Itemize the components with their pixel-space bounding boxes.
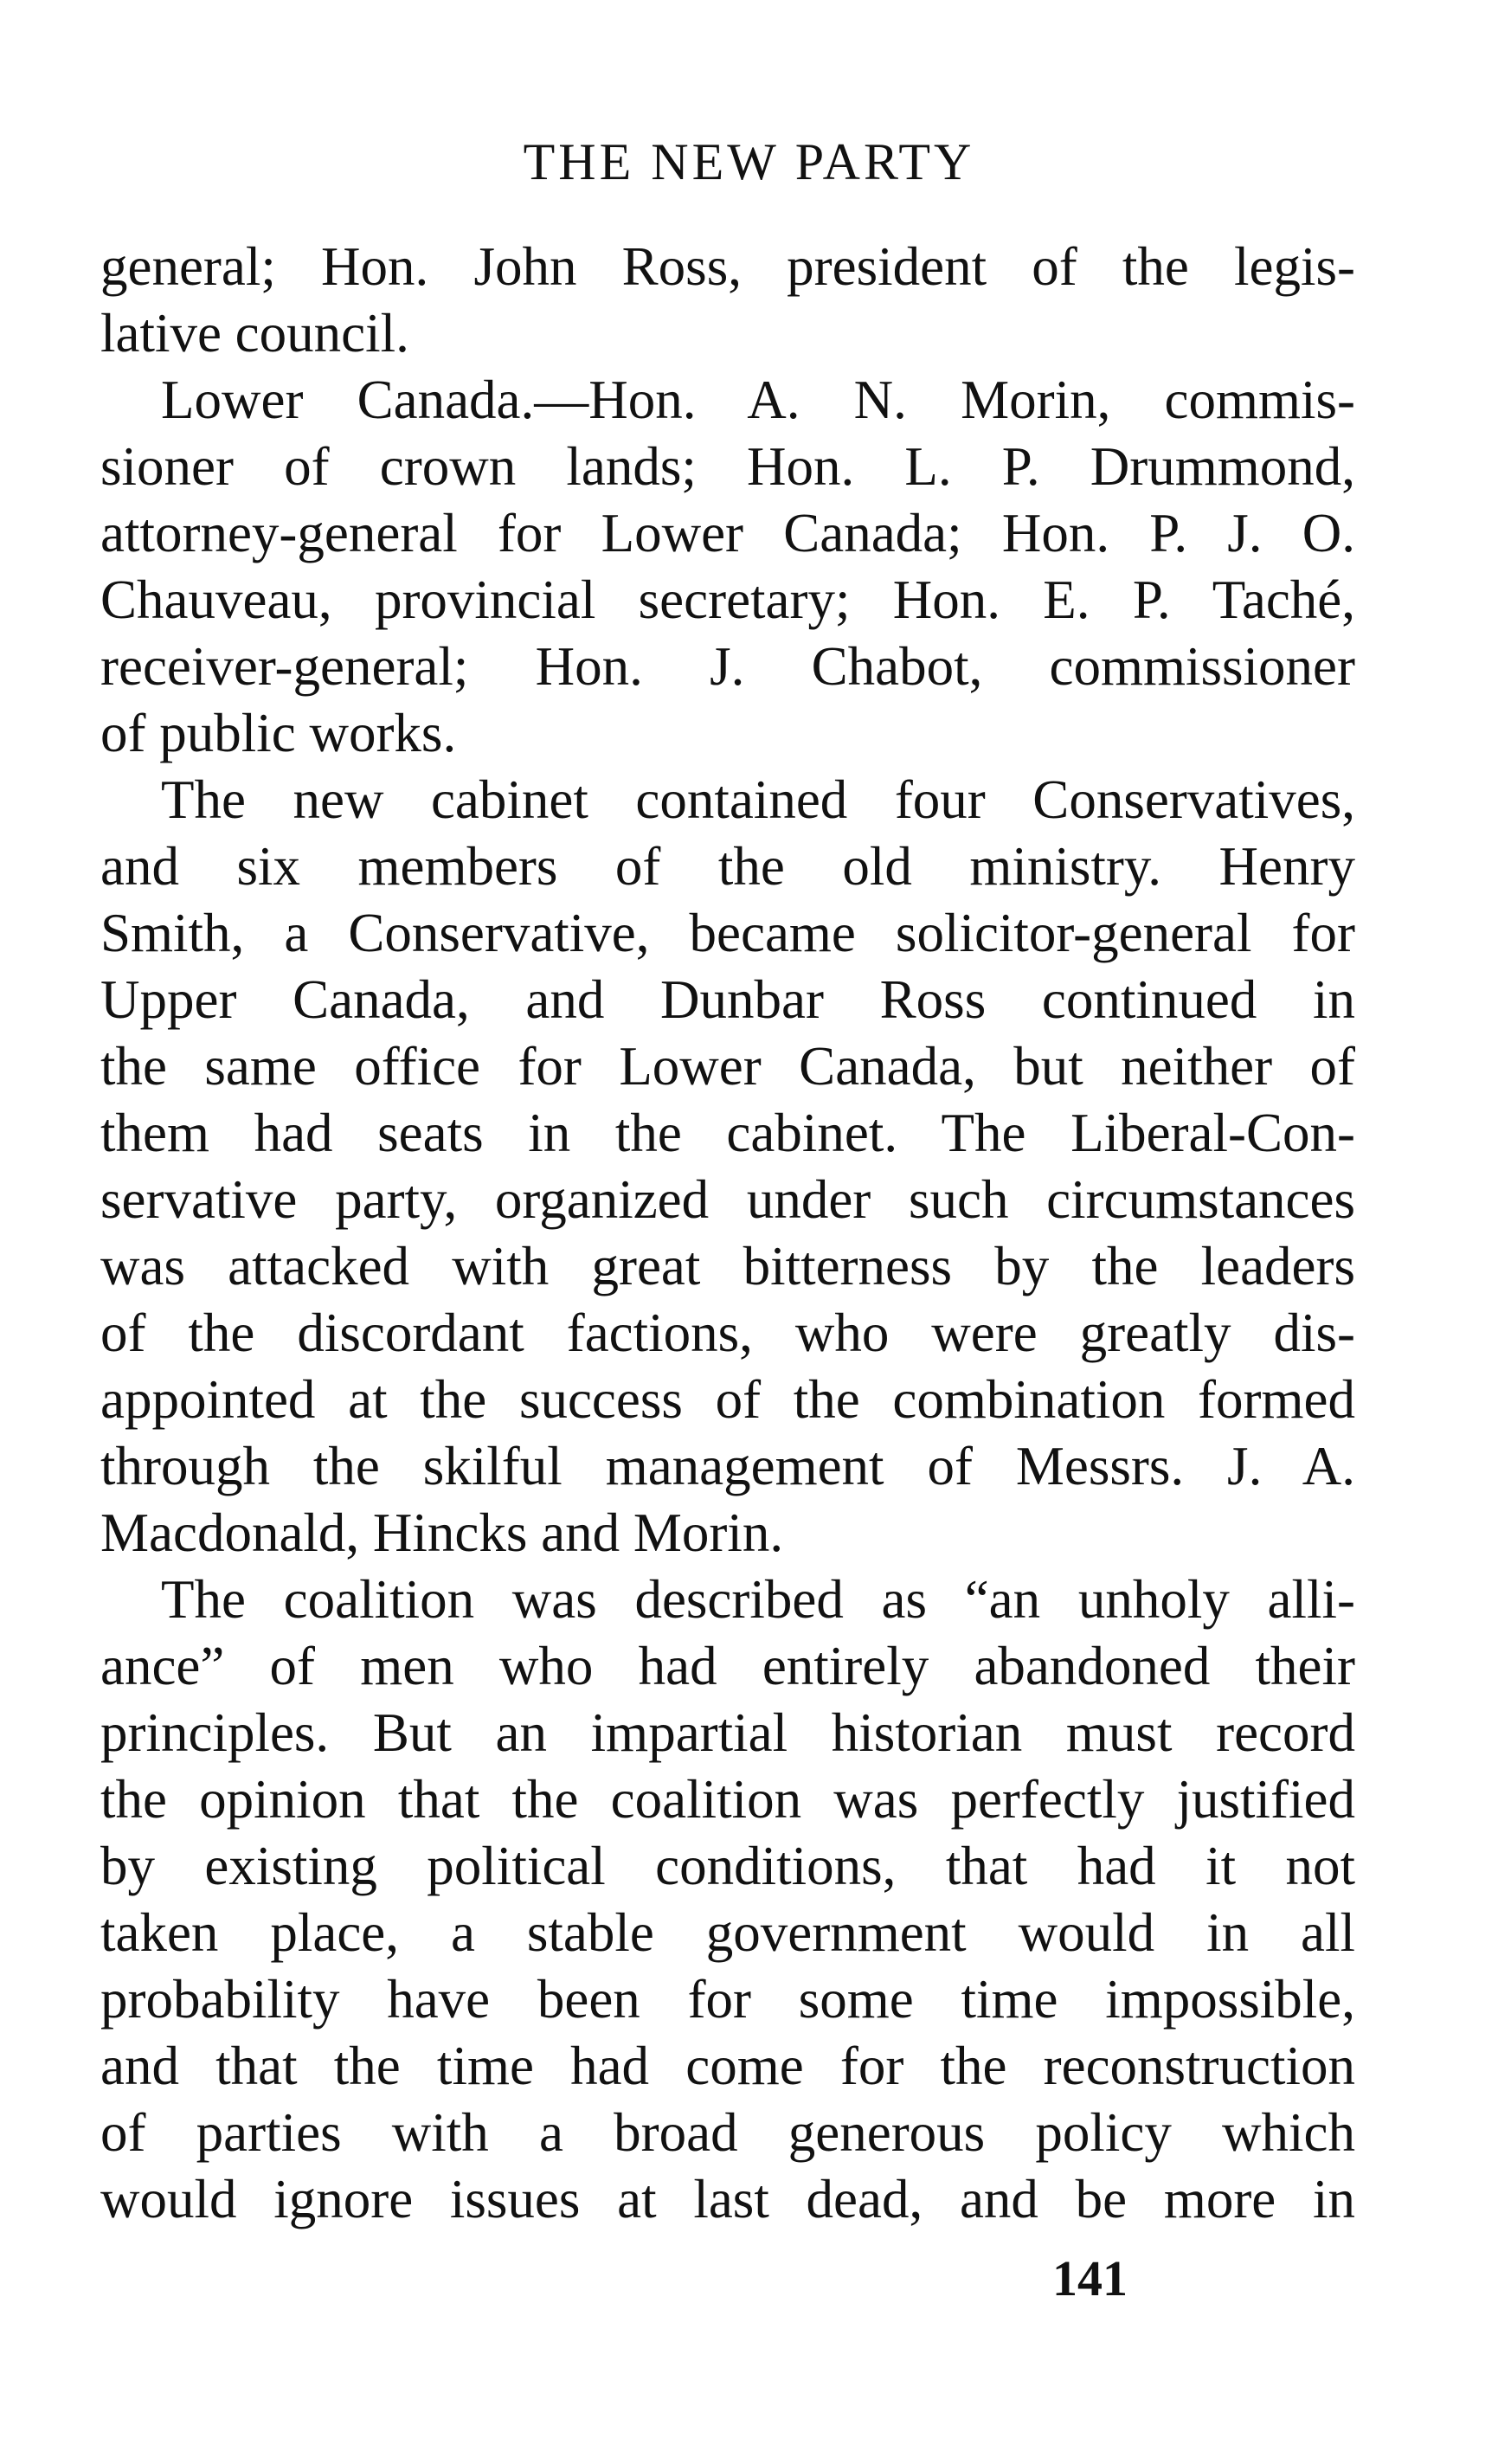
running-head: THE NEW PARTY — [523, 133, 975, 190]
text-line: the same office for Lower Canada, but neither of — [100, 1036, 1355, 1097]
text-line: The coalition was described as “an unholy alli- — [161, 1569, 1355, 1630]
text-line: general; Hon. John Ross, president of the legis- — [100, 236, 1355, 297]
text-line: of parties with a broad generous policy which — [100, 2102, 1355, 2163]
paragraph — [100, 234, 1355, 367]
text-line: Smith, a Conservative, became solicitor-general for — [100, 903, 1355, 963]
page-number: 141 — [1052, 2250, 1128, 2306]
text-line: Chauveau, provincial secretary; Hon. E. P. Taché, — [100, 569, 1355, 630]
text-line: Lower Canada.—Hon. A. N. Morin, commis- — [161, 370, 1355, 430]
text-line: appointed at the success of the combination formed — [100, 1369, 1355, 1430]
text-line: sioner of crown lands; Hon. L. P. Drummond, — [100, 436, 1355, 497]
text-line: would ignore issues at last dead, and be more in — [100, 2169, 1355, 2229]
text-line: Macdonald, Hincks and Morin. — [100, 1502, 784, 1563]
text-line: principles. But an impartial historian must record — [100, 1702, 1355, 1763]
text-line: servative party, organized under such circumstances — [100, 1169, 1355, 1230]
text-line: them had seats in the cabinet. The Liberal-Con- — [100, 1103, 1355, 1163]
text-line: by existing political conditions, that had it not — [100, 1836, 1355, 1896]
text-line: probability have been for some time impossible, — [100, 1969, 1355, 2030]
text-line: Upper Canada, and Dunbar Ross continued in — [100, 969, 1355, 1030]
paragraph — [100, 1567, 1355, 2233]
text-line: and that the time had come for the reconstruction — [100, 2036, 1355, 2096]
text-line: attorney-general for Lower Canada; Hon. P. J. O. — [100, 503, 1355, 563]
text-line: lative council. — [100, 303, 409, 363]
text-line: of public works. — [100, 703, 457, 763]
text-line: taken place, a stable government would in all — [100, 1902, 1355, 1963]
page-body — [100, 234, 1355, 2233]
text-line: through the skilful management of Messrs. J. A. — [100, 1436, 1355, 1496]
text-line: The new cabinet contained four Conservatives, — [161, 769, 1355, 830]
text-line: was attacked with great bitterness by the leaders — [100, 1236, 1355, 1296]
text-line: of the discordant factions, who were greatly dis- — [100, 1303, 1355, 1363]
text-line: and six members of the old ministry. Henry — [100, 836, 1355, 897]
text-line: receiver-general; Hon. J. Chabot, commissioner — [100, 636, 1355, 697]
paragraph — [100, 367, 1355, 767]
paragraph — [100, 767, 1355, 1567]
text-line: the opinion that the coalition was perfectly justified — [100, 1769, 1355, 1830]
text-line: ance” of men who had entirely abandoned their — [100, 1636, 1355, 1696]
